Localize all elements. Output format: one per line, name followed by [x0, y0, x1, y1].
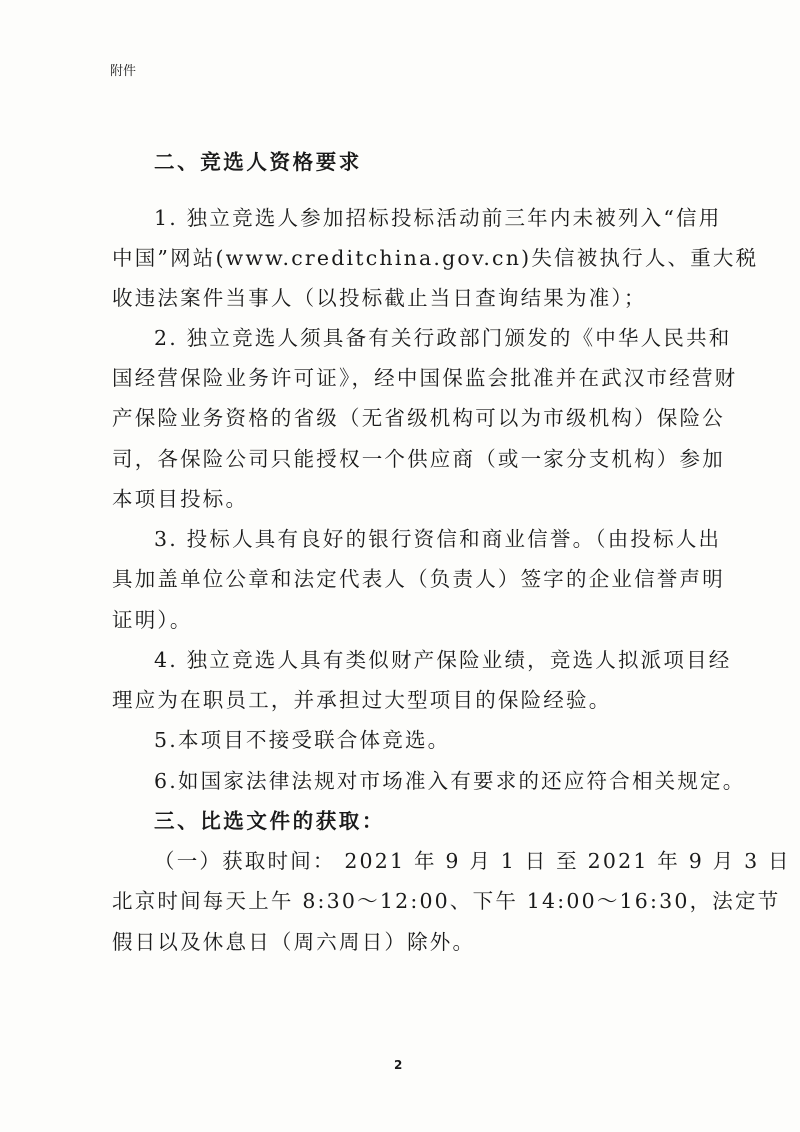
text-line: 4. 独立竞选人具有类似财产保险业绩，竞选人拟派项目经	[154, 648, 732, 672]
page-number: 2	[394, 1058, 403, 1072]
section-heading: 二、竞选人资格要求	[154, 150, 362, 174]
text-line: 3. 投标人具有良好的银行资信和商业信誉。（由投标人出	[154, 527, 722, 551]
text-line: 1. 独立竞选人参加招标投标活动前三年内未被列入“信用	[154, 206, 722, 230]
text-line: 2. 独立竞选人须具备有关行政部门颁发的《中华人民共和	[154, 326, 732, 350]
text-line: 中国”网站(www.creditchina.gov.cn)失信被执行人、重大税	[112, 246, 759, 270]
text-line: 收违法案件当事人（以投标截止当日查询结果为准）；	[112, 286, 647, 310]
section-heading: 三、比选文件的获取：	[154, 809, 385, 833]
text-line: （一）获取时间： 2021 年 9 月 1 日 至 2021 年 9 月 3 日	[154, 849, 791, 873]
text-line: 证明）。	[112, 608, 193, 632]
text-line: 5.本项目不接受联合体竞选。	[154, 728, 451, 752]
attachment-label: 附件	[110, 64, 137, 79]
text-line: 6.如国家法律法规对市场准入有要求的还应符合相关规定。	[154, 769, 746, 793]
text-line: 本项目投标。	[112, 487, 249, 511]
text-line: 司，各保险公司只能授权一个供应商（或一家分支机构）参加	[112, 447, 725, 471]
text-line: 假日以及休息日（周六周日）除外。	[112, 930, 476, 954]
text-line: 具加盖单位公章和法定代表人（负责人）签字的企业信誉声明	[112, 567, 725, 591]
text-line: 理应为在职员工，并承担过大型项目的保险经验。	[112, 688, 612, 712]
text-line: 产保险业务资格的省级（无省级机构可以为市级机构）保险公	[112, 406, 725, 430]
text-line: 北京时间每天上午 8:30～12:00、下午 14:00～16:30，法定节	[112, 889, 781, 913]
text-line: 国经营保险业务许可证》，经中国保监会批准并在武汉市经营财	[112, 366, 738, 390]
